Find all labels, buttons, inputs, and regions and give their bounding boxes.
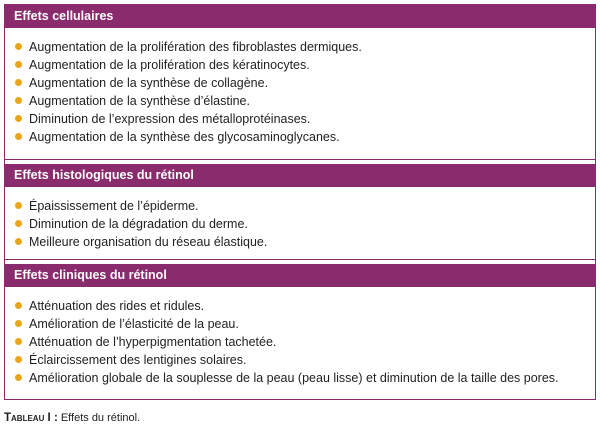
section-body [5, 28, 595, 146]
bullet-icon [15, 302, 22, 309]
caption-label: Tableau I : [4, 412, 58, 424]
bullet-icon [15, 356, 22, 363]
bullet-icon [15, 320, 22, 327]
section-header: Effets cellulaires [5, 5, 595, 28]
section-body [5, 287, 595, 387]
list-item [15, 351, 595, 369]
bullet-icon [15, 238, 22, 245]
list-item-text: Augmentation de la prolifération des fibroblastes dermiques. [29, 40, 362, 54]
section-divider [5, 159, 595, 160]
section-header: Effets cliniques du rétinol [5, 264, 595, 287]
list-item-text: Augmentation de la synthèse des glycosaminoglycanes. [29, 130, 340, 144]
section-divider [5, 259, 595, 260]
list-item-text: Atténuation de l’hyperpigmentation tachetée. [29, 335, 277, 349]
bullet-icon [15, 61, 22, 68]
list-item [15, 315, 595, 333]
list-item [15, 297, 595, 315]
list-item-text: Diminution de la dégradation du derme. [29, 217, 248, 231]
list-item-text: Augmentation de la synthèse d’élastine. [29, 94, 250, 108]
list-item-text: Amélioration globale de la souplesse de la peau (peau lisse) et diminution de la taille des pores. [29, 371, 559, 385]
bullet-icon [15, 374, 22, 381]
list-item-text: Meilleure organisation du réseau élastique. [29, 235, 268, 249]
list-item-text: Atténuation des rides et ridules. [29, 299, 205, 313]
list-item [15, 38, 595, 56]
list-item [15, 74, 595, 92]
list-item-text: Amélioration de l’élasticité de la peau. [29, 317, 239, 331]
list-item [15, 233, 595, 251]
list-item [15, 197, 595, 215]
list-item [15, 369, 595, 387]
bullet-icon [15, 220, 22, 227]
section-body [5, 187, 595, 251]
list-item-text: Augmentation de la prolifération des kératinocytes. [29, 58, 310, 72]
section-cellular-effects [5, 5, 595, 146]
bullet-icon [15, 133, 22, 140]
caption-text: Effets du rétinol. [57, 412, 141, 424]
list-item [15, 110, 595, 128]
table-caption [4, 412, 140, 424]
section-clinical-effects [5, 264, 595, 387]
bullet-icon [15, 202, 22, 209]
list-item-text: Éclaircissement des lentigines solaires. [29, 353, 247, 367]
list-item [15, 215, 595, 233]
bullet-icon [15, 338, 22, 345]
bullet-icon [15, 43, 22, 50]
effects-table [4, 4, 596, 400]
list-item [15, 333, 595, 351]
bullet-icon [15, 115, 22, 122]
bullet-icon [15, 97, 22, 104]
list-item [15, 56, 595, 74]
list-item-text: Épaississement de l’épiderme. [29, 199, 199, 213]
list-item [15, 92, 595, 110]
section-header: Effets histologiques du rétinol [5, 164, 595, 187]
list-item [15, 128, 595, 146]
bullet-icon [15, 79, 22, 86]
list-item-text: Augmentation de la synthèse de collagène. [29, 76, 269, 90]
list-item-text: Diminution de l’expression des métalloprotéinases. [29, 112, 311, 126]
section-histological-effects [5, 164, 595, 251]
